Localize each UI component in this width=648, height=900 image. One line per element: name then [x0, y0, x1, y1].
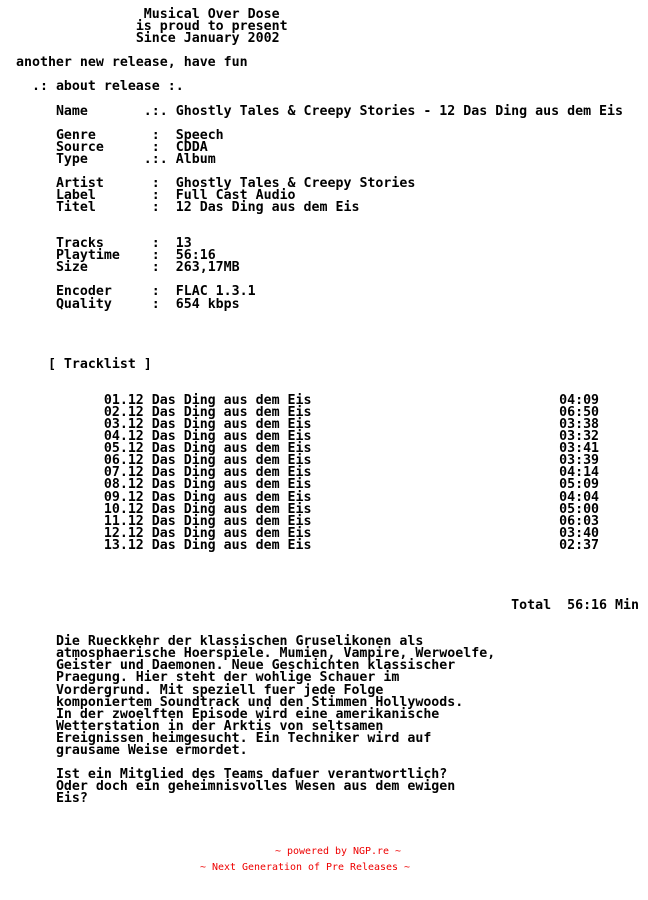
track-time: 05:09 [559, 477, 600, 493]
track-time: 03:32 [559, 429, 600, 445]
track-time: 03:41 [559, 441, 600, 457]
release-separator: : [143, 127, 176, 143]
release-value: 56:16 [175, 248, 216, 264]
release-value: 13 [175, 236, 192, 252]
tracklist-title [16, 356, 639, 372]
footer-powered-by: ~ powered by NGP.re ~ [275, 846, 402, 857]
blank-line [16, 371, 639, 383]
release-info-row [16, 103, 639, 119]
track-time: 03:40 [559, 525, 600, 541]
nfo-document [16, 9, 639, 805]
track-title: 05.12 Das Ding aus dem Eis [103, 441, 312, 457]
blank-line [16, 311, 639, 323]
release-value: CDDA [175, 139, 208, 155]
track-time: 02:37 [559, 537, 600, 553]
release-info-row [16, 296, 639, 312]
track-time: 03:38 [559, 417, 600, 433]
release-key: Genre [55, 127, 96, 143]
track-title: 09.12 Das Ding aus dem Eis [103, 489, 312, 505]
release-key: Size [55, 260, 88, 276]
blank-line [16, 576, 639, 588]
release-separator: : [143, 260, 176, 276]
header-text: Since January 2002 [135, 31, 280, 47]
release-info-row [16, 262, 639, 274]
blank-line [16, 612, 639, 624]
description-text: Vordergrund. Mit speziell fuer jede Folge [55, 682, 384, 698]
track-time: 05:00 [559, 501, 600, 517]
blank-line [16, 564, 639, 576]
release-key: Type [55, 151, 88, 167]
track-title: 01.12 Das Ding aus dem Eis [103, 393, 312, 408]
release-value: 12 Das Ding aus dem Eis [175, 200, 360, 215]
about-title-text: .: about release :. [31, 79, 184, 95]
track-title: 03.12 Das Ding aus dem Eis [103, 417, 312, 433]
track-title: 12.12 Das Ding aus dem Eis [103, 525, 312, 541]
release-value: Album [175, 151, 216, 167]
description-text: atmosphaerische Hoerspiele. Mumien, Vampire, Werwoelfe, [55, 646, 496, 662]
release-separator: : [143, 236, 176, 252]
release-value: FLAC 1.3.1 [175, 284, 256, 300]
release-separator: : [143, 175, 176, 191]
description-text: Die Rueckkehr der klassischen Gruselikonen als [55, 634, 424, 650]
header-text: Musical Over Dose [143, 7, 280, 22]
total-label: Total [511, 598, 552, 614]
description-text: grausame Weise ermordet. [55, 742, 248, 758]
release-key: Label [55, 187, 96, 203]
track-title: 04.12 Das Ding aus dem Eis [103, 429, 312, 445]
track-title: 13.12 Das Ding aus dem Eis [103, 537, 312, 553]
track-time: 04:04 [559, 489, 600, 505]
track-time: 03:39 [559, 453, 600, 469]
blank-line [16, 214, 639, 226]
release-separator: .:. [143, 103, 176, 119]
track-title: 10.12 Das Ding aus dem Eis [103, 501, 312, 517]
release-key: Quality [55, 296, 112, 312]
release-key: Playtime [55, 248, 120, 264]
track-time: 04:09 [559, 393, 600, 408]
release-key: Name [55, 103, 88, 119]
track-time: 06:50 [559, 405, 600, 421]
description-text: Ereignissen heimgesucht. Ein Techniker wird auf [55, 730, 432, 746]
track-title: 07.12 Das Ding aus dem Eis [103, 465, 312, 481]
footer-tagline: ~ Next Generation of Pre Releases ~ [200, 862, 411, 873]
release-key: Source [55, 139, 104, 155]
tracklist-title-text: [ Tracklist ] [47, 356, 152, 372]
track-title: 08.12 Das Ding aus dem Eis [103, 477, 312, 493]
description-line [16, 781, 639, 793]
intro-text: another new release, have fun [16, 55, 248, 71]
track-time: 06:03 [559, 513, 600, 529]
release-key: Tracks [55, 236, 104, 252]
release-separator: : [143, 139, 176, 155]
release-value: Ghostly Tales & Creepy Stories [175, 175, 416, 191]
track-row [16, 537, 639, 553]
track-title: 02.12 Das Ding aus dem Eis [103, 405, 312, 421]
description-text: Ist ein Mitglied des Teams dafuer verantwortlich? [55, 766, 448, 782]
release-key: Artist [55, 175, 104, 191]
release-separator: : [143, 284, 176, 300]
description-text: Praegung. Hier steht der wohlige Schauer im [55, 670, 400, 686]
release-separator: : [143, 296, 176, 312]
total-time: 56:16 Min [567, 598, 639, 614]
release-info-row [16, 202, 639, 214]
release-key: Encoder [55, 284, 112, 300]
release-value: Full Cast Audio [175, 187, 296, 203]
blank-line [16, 323, 639, 335]
description-text: Wetterstation in der Arktis von seltsamen [55, 718, 384, 734]
track-title: 11.12 Das Ding aus dem Eis [103, 513, 312, 529]
release-separator: .:. [143, 151, 176, 167]
total-row [16, 600, 639, 612]
release-value: Ghostly Tales & Creepy Stories - 12 Das Ding aus dem Eis [175, 103, 623, 119]
blank-line [16, 335, 639, 347]
release-separator: : [143, 187, 176, 203]
description-text: Geister und Daemonen. Neue Geschichten klassischer [55, 658, 456, 674]
blank-line [16, 552, 639, 564]
release-key: Titel [55, 200, 96, 215]
description-line [16, 742, 639, 758]
release-separator: : [143, 248, 176, 264]
release-value: Speech [175, 127, 224, 143]
header-line [16, 33, 639, 45]
description-line [16, 793, 639, 805]
track-time: 04:14 [559, 465, 600, 481]
description-text: komponiertem Soundtrack und den Stimmen Hollywoods. [55, 694, 464, 710]
description-text: In der zwoelften Episode wird eine amerikanische [55, 706, 440, 722]
release-info-row [16, 151, 639, 167]
about-section-title [16, 81, 639, 93]
description-text: Oder doch ein geheimnisvolles Wesen aus dem ewigen [55, 779, 456, 794]
header-text: is proud to present [135, 19, 288, 35]
description-text: Eis? [55, 791, 88, 807]
release-separator: : [143, 200, 176, 215]
track-title: 06.12 Das Ding aus dem Eis [103, 453, 312, 469]
release-value: 654 kbps [175, 296, 240, 312]
release-value: 263,17MB [175, 260, 240, 276]
intro-line [16, 57, 639, 69]
